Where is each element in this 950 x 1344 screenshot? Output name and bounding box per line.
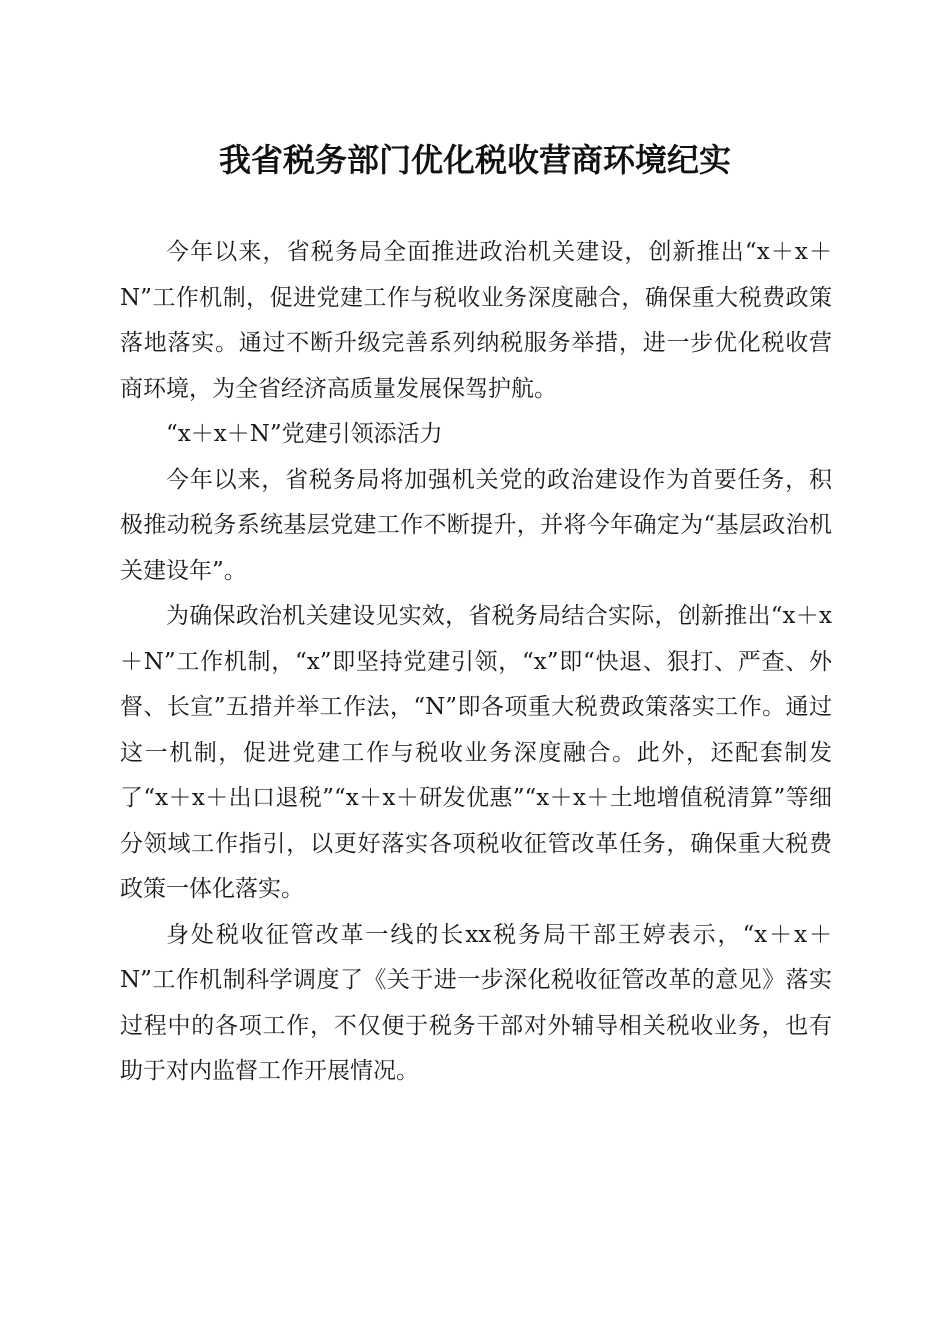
paragraph-party-building: 今年以来，省税务局将加强机关党的政治建设作为首要任务，积极推动税务系统基层党建工作不断提升，并将今年确定为“基层政治机关建设年”。 (120, 466, 832, 584)
paragraph-intro: 今年以来，省税务局全面推进政治机关建设，创新推出“x＋x＋N”工作机制，促进党建工作与税收业务深度融合，确保重大税费政策落地落实。通过不断升级完善系列纳税服务举措，进一步优化税收营商环境，为全省经济高质量发展保驾护航。 (120, 239, 832, 402)
document-body (120, 230, 832, 1095)
section-heading: “x＋x＋N”党建引领添活力 (166, 421, 443, 447)
document-title: 我省税务部门优化税收营商环境纪实 (218, 141, 731, 179)
paragraph-quote: 身处税收征管改革一线的长xx税务局干部王婷表示，“x＋x＋N”工作机制科学调度了《关于进一步深化税收征管改革的意见》落实过程中的各项工作，不仅便于税务干部对外辅导相关税收业务，也有助于对内监督工作开展情况。 (120, 921, 832, 1084)
paragraph-mechanism: 为确保政治机关建设见实效，省税务局结合实际，创新推出“x＋x＋N”工作机制，“x”即坚持党建引领，“x”即“快退、狠打、严查、外督、长宣”五措并举工作法，“N”即各项重大税费政策落实工作。通过这一机制，促进党建工作与税收业务深度融合。此外，还配套制发了“x＋x＋出口退税”“x＋x＋研发优惠”“x＋x＋土地增值税清算”等细分领域工作指引，以更好落实各项税收征管改革任务，确保重大税费政策一体化落实。 (120, 603, 832, 902)
